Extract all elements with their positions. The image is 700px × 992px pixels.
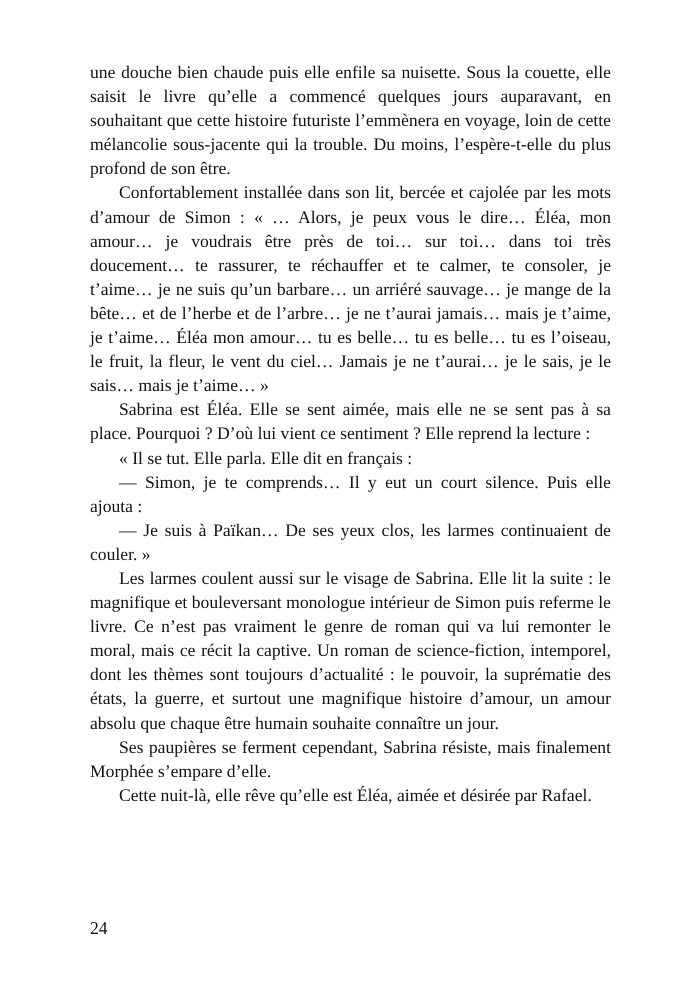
- paragraph-6: — Je suis à Païkan… De ses yeux clos, les larmes continuaient de couler. »: [90, 519, 611, 564]
- paragraph-3: Sabrina est Éléa. Elle se sent aimée, mais elle ne se sent pas à sa place. Pourquoi ? D’où lui vient ce sentiment ? Elle reprend la lecture :: [90, 399, 611, 444]
- page-number: 24: [90, 918, 108, 938]
- paragraph-4: « Il se tut. Elle parla. Elle dit en français :: [119, 447, 413, 468]
- paragraph-9: Cette nuit-là, elle rêve qu’elle est Éléa, aimée et désirée par Rafael.: [119, 784, 592, 805]
- paragraph-1: une douche bien chaude puis elle enfile sa nuisette. Sous la couette, elle saisit le livre qu’elle a commencé quelques jours auparavant, en souhaitant que cette histoire futuriste l’emmènera en voyage, loin de cette mélancolie sous-jacente qui la trouble. Du moins, l’espère-t-elle du plus profond de son être.: [90, 62, 611, 179]
- paragraph-7: Les larmes coulent aussi sur le visage de Sabrina. Elle lit la suite : le magnifique et bouleversant monologue intérieur de Simon puis referme le livre. Ce n’est pas vraiment le genre de roman qui va lui remonter le moral, mais ce récit la captive. Un roman de science-fiction, intemporel, dont les thèmes sont toujours d’actualité : le pouvoir, la suprématie des états, la guerre, et surtout une magnifique histoire d’amour, un amour absolu que chaque être humain souhaite connaître un jour.: [90, 567, 611, 733]
- paragraph-5: — Simon, je te comprends… Il y eut un court silence. Puis elle ajouta :: [90, 471, 611, 516]
- page-body: [90, 60, 611, 807]
- paragraph-8: Ses paupières se ferment cependant, Sabrina résiste, mais finalement Morphée s’empare d’elle.: [90, 736, 611, 781]
- paragraph-2: Confortablement installée dans son lit, bercée et cajolée par les mots d’amour de Simon : « … Alors, je peux vous le dire… Éléa, mon amour… je voudrais être près de toi… sur toi… dans toi très doucement… te rassurer, te réchauffer et te calmer, te consoler, je t’aime… je ne suis qu’un barbare… un arriéré sauvage… je mange de la bête… et de l’herbe et de l’arbre… je ne t’aurai jamais… mais je t’aime, je t’aime… Éléa mon amour… tu es belle… tu es belle… tu es l’oiseau, le fruit, la fleur, le vent du ciel… Jamais je ne t’aurai… je le sais, je le sais… mais je t’aime… »: [90, 182, 611, 396]
